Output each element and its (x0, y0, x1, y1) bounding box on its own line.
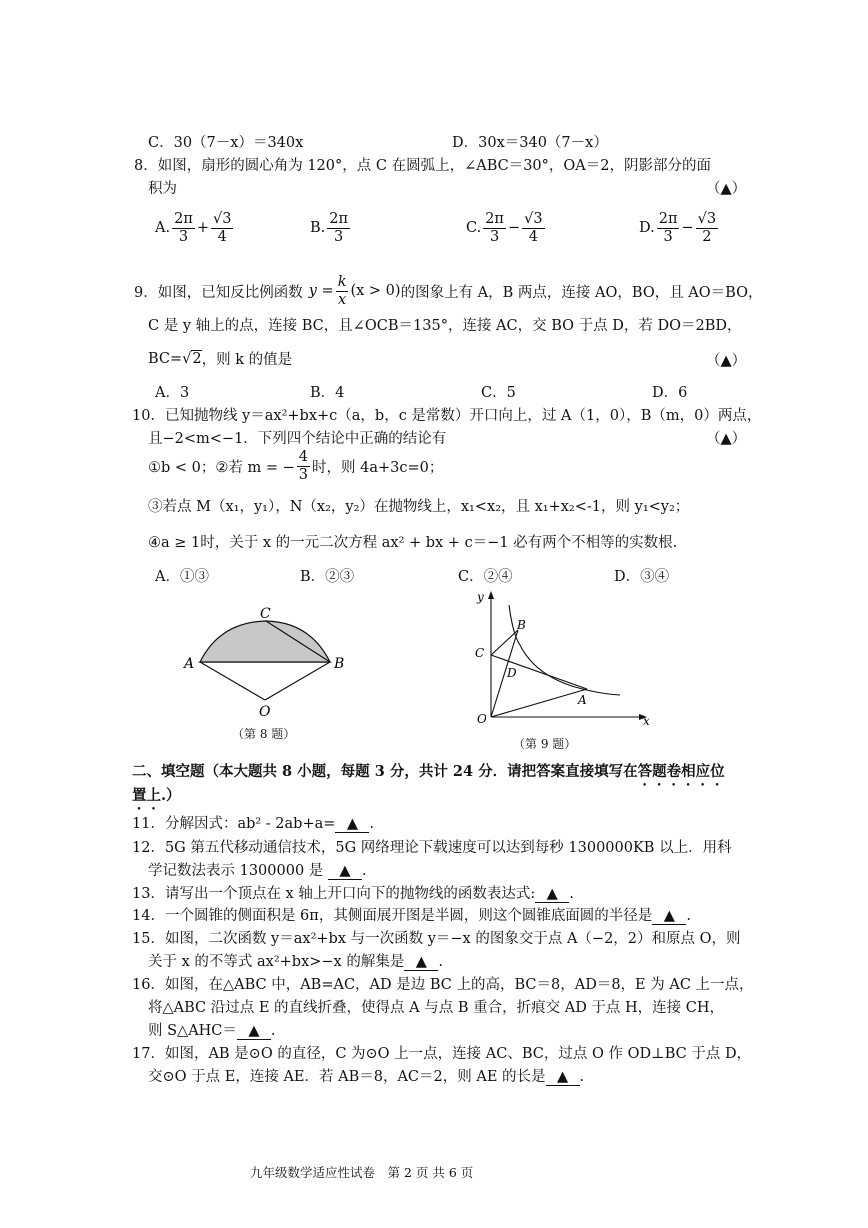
fraction: $\frac{√3}{4}$ (213, 211, 232, 245)
period: . (270, 1023, 276, 1039)
q10-conclusion-4: ④a ≥ 1时，关于 x 的一元二次方程 ax² + bx + c＝−1 必有两个不相等的实数根. (148, 535, 678, 551)
q7-option-d: D．30x＝340（7－x） (452, 135, 608, 151)
period: . (579, 1069, 585, 1085)
label-a: A (184, 656, 195, 672)
fraction: $\frac{k}{x}$ (337, 274, 347, 308)
fraction: $\frac{2\pi}{3}$ (174, 211, 193, 245)
sector-arc (200, 621, 330, 662)
label-d: D (507, 666, 517, 680)
fraction: $\frac{2\pi}{3}$ (658, 211, 678, 245)
section-2-end: .） (161, 787, 181, 804)
q9-option-c: C．5 (481, 385, 516, 401)
q9-option-a: A．3 (155, 385, 190, 401)
q8-line2: 积为 (148, 181, 177, 197)
q9-line2: C 是 y 轴上的点，连接 BC，且∠OCB＝135°，连接 AC，交 BO 于点 D，若 DO＝2BD， (148, 318, 742, 334)
figure-9-caption: （第 9 题） (513, 737, 577, 751)
fraction: $\frac{√3}{4}$ (524, 211, 543, 245)
q9-intro: 9．如图，已知反比例函数 (134, 284, 303, 301)
figure-8-sector (170, 600, 360, 720)
q9-bc: BC= (148, 350, 183, 367)
q9-line3-rest: ，则 k 的值是 (201, 352, 293, 368)
label-x: x (643, 714, 650, 728)
q17-line2 (148, 1065, 584, 1086)
answer-blank: ▲ (546, 1069, 580, 1086)
q8-option-c (466, 211, 547, 245)
answer-blank: ▲ (237, 1023, 271, 1040)
period: . (438, 954, 443, 970)
label-c: C (475, 646, 485, 660)
q8-option-d (639, 211, 720, 245)
label-c: C (260, 606, 271, 622)
q14-text: 14．一个圆锥的侧面积是 6π，其侧面展开图是半圆，则这个圆锥底面圆的半径是 (132, 908, 653, 924)
q12-line1: 12．5G 第五代移动通信技术，5G 网络理论下载速度可以达到每秒 1300000KB 以上．用科 (132, 840, 732, 856)
label-o: O (477, 712, 487, 726)
q9-option-d: D．6 (652, 385, 688, 401)
q10-line2: 且−2<m<−1．下列四个结论中正确的结论有 (148, 431, 447, 447)
figure-9-graph (465, 585, 660, 735)
q8-option-b (310, 211, 352, 245)
q8-option-b-label: B. (310, 220, 326, 237)
q10-option-d: D．③④ (614, 569, 670, 585)
answer-blank: ▲ (404, 954, 438, 971)
label-b: B (334, 656, 345, 672)
period: . (686, 908, 691, 924)
answer-blank: ▲ (535, 886, 569, 903)
section-2-emphasis-2: 置上 (132, 787, 161, 804)
fraction: $\frac{2\pi}{3}$ (485, 211, 504, 245)
segment-oa (491, 689, 587, 717)
q12-line2 (148, 859, 367, 880)
q14 (132, 904, 691, 925)
period: . (569, 886, 574, 902)
q13-text: 13．请写出一个顶点在 x 轴上开口向下的抛物线的函数表达式: (132, 886, 536, 902)
func-condition: (x > 0) (350, 283, 401, 300)
period: . (369, 816, 375, 832)
q11-text: 11．分解因式：ab² - 2ab+a= (132, 816, 336, 832)
section-2-emphasis: 答题卷相应位 (637, 763, 725, 780)
q15-text: 关于 x 的不等式 ax²+bx>−x 的解集是 (148, 954, 405, 970)
q10-conclusion-1-2 (148, 449, 443, 483)
q15-line1: 15．如图，二次函数 y＝ax²+bx 与一次函数 y＝−x 的图象交于点 A（−2，2）和原点 O，则 (132, 931, 741, 947)
func-y: y = (308, 283, 334, 300)
q9-line1 (134, 274, 762, 308)
q8-option-c-label: C. (466, 220, 482, 237)
section-2-heading-line1 (132, 760, 725, 789)
q10-option-b: B．②③ (300, 569, 355, 585)
q8-option-d-label: D. (639, 220, 655, 237)
q16-line3 (148, 1019, 276, 1040)
label-y: y (477, 590, 484, 604)
q7-option-c: C．30（7－x）＝340x (148, 135, 304, 151)
q16-line1: 16．如图，在△ABC 中，AB=AC，AD 是边 BC 上的高，BC＝8，AD＝8，E 为 AC 上一点， (132, 977, 754, 993)
fraction: $\frac{√3}{2}$ (697, 211, 717, 245)
q10-option-a: A．①③ (155, 569, 209, 585)
operator: − (507, 220, 521, 237)
radius-oa (200, 662, 265, 700)
q9-line1-rest: 的图象上有 A，B 两点，连接 AO，BO，且 AO＝BO， (400, 284, 763, 301)
section-2-title: 二、填空题（本大题共 8 小题，每题 3 分，共计 24 分．请把答案直接填写在 (132, 763, 638, 780)
q10-c2-text: 时，则 4a+3c=0； (311, 459, 444, 476)
page-footer: 九年级数学适应性试卷 第 2 页 共 6 页 (250, 1165, 474, 1180)
operator: + (196, 220, 210, 237)
sqrt-sign: √ (182, 350, 192, 367)
label-a: A (578, 693, 587, 707)
radius-ob (265, 662, 330, 700)
q8-line1: 8．如图，扇形的圆心角为 120°，点 C 在圆弧上，∠ABC＝30°，OA＝2，阴影部分的面 (134, 158, 711, 174)
section-2-heading-line2 (132, 784, 181, 813)
label-b: B (517, 618, 526, 632)
answer-blank: ▲ (328, 863, 362, 880)
fraction: $\frac{2\pi}{3}$ (329, 211, 349, 245)
y-axis-arrow (488, 591, 494, 599)
q8-option-a (155, 211, 235, 245)
q17-line1: 17．如图，AB 是⊙O 的直径，C 为⊙O 上一点，连接 AC、BC，过点 O 作 OD⊥BC 于点 D， (132, 1046, 752, 1062)
q11 (132, 812, 374, 833)
fraction: $\frac{4}{3}$ (298, 449, 308, 483)
q13 (132, 882, 574, 903)
q9-line3 (148, 348, 292, 369)
period: . (361, 863, 367, 879)
q10-c1-text: ①b < 0；②若 m = − (148, 459, 295, 476)
q15-line2 (148, 950, 443, 971)
operator: − (681, 220, 694, 237)
q10-conclusion-3: ③若点 M（x₁，y₁），N（x₂，y₂）在抛物线上，x₁<x₂，且 x₁+x₂<-1，则 y₁<y₂； (148, 499, 690, 515)
sqrt-value: 2 (192, 351, 202, 367)
q16-line2: 将△ABC 沿过点 E 的直线折叠，使得点 A 与点 B 重合，折痕交 AD 于点 H，连接 CH， (148, 1000, 725, 1016)
answer-blank: ▲ (652, 908, 686, 925)
q10-answer-mark: （▲） (706, 431, 747, 447)
q9-answer-mark: （▲） (706, 353, 747, 369)
q8-option-a-label: A. (155, 220, 171, 237)
figure-8-caption: （第 8 题） (232, 727, 296, 741)
q10-line1: 10．已知抛物线 y＝ax²+bx+c（a，b，c 是常数）开口向上，过 A（1，0），B（m，0）两点， (132, 408, 762, 424)
label-o: O (259, 704, 271, 720)
q12-text: 学记数法表示 1300000 是 (148, 863, 324, 879)
answer-blank: ▲ (335, 816, 369, 833)
q16-text: 则 S△AHC＝ (148, 1023, 237, 1039)
q10-option-c: C．②④ (458, 569, 513, 585)
q17-text: 交⊙O 于点 E，连接 AE．若 AB＝8，AC＝2，则 AE 的长是 (148, 1069, 546, 1085)
q8-answer-mark: （▲） (706, 181, 747, 197)
q9-option-b: B．4 (310, 385, 345, 401)
